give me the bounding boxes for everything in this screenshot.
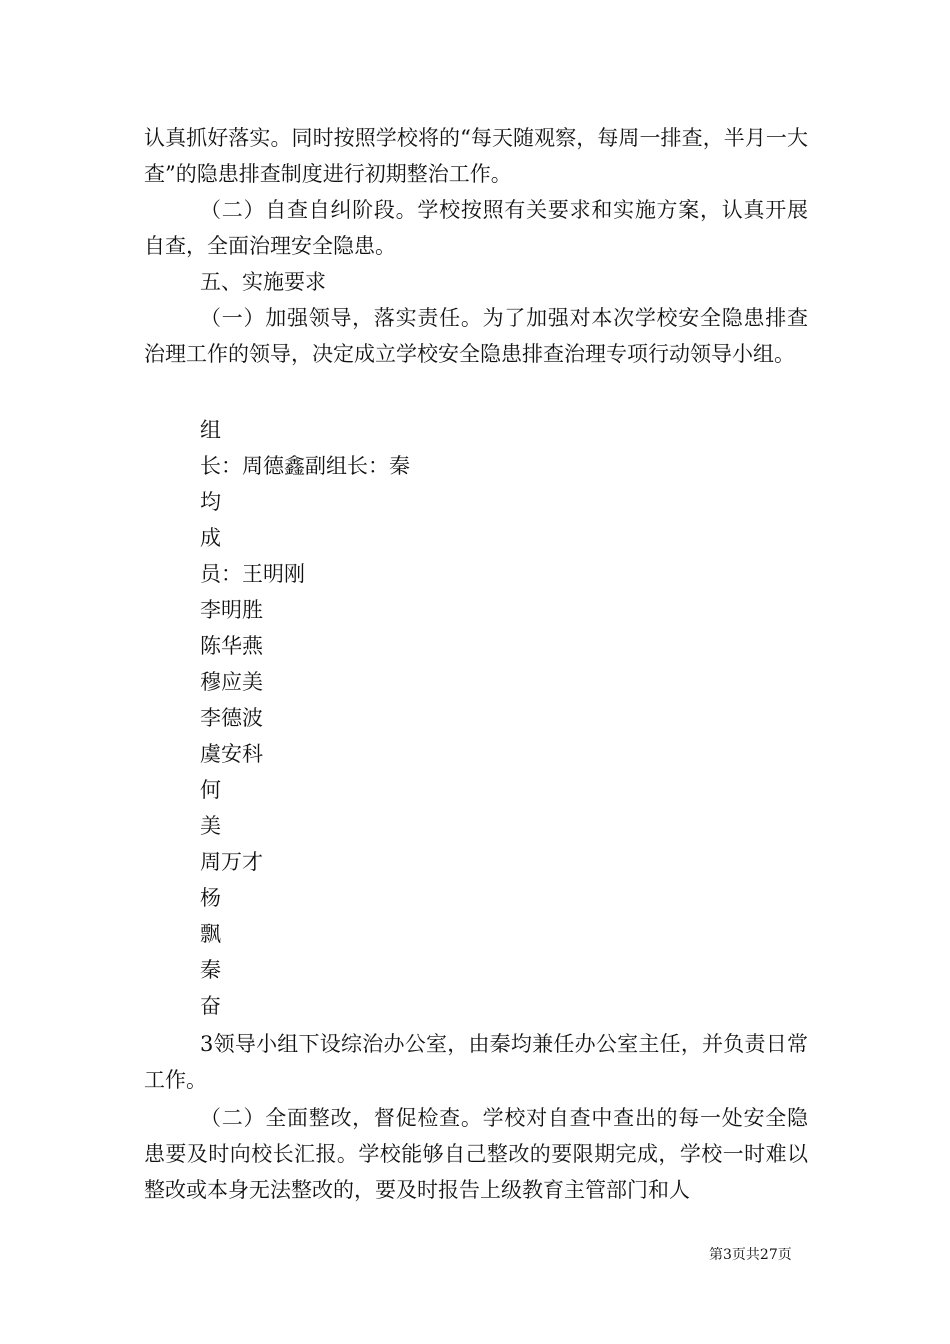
member-line-2: 长：周德鑫副组长：秦	[200, 454, 410, 478]
paragraph-3: （一）加强领导，落实责任。为了加强对本次学校安全隐患排查治理工作的领导，决定成立学校安全隐患排查治理专项行动领导小组。	[144, 306, 808, 366]
member-line-13: 周万才	[200, 850, 263, 874]
member-line-17: 奋	[200, 994, 221, 1018]
member-line-11: 何	[200, 778, 221, 802]
member-line-1: 组	[200, 418, 221, 442]
member-line-7: 陈华燕	[200, 634, 263, 658]
section-heading: 五、实施要求	[200, 270, 326, 294]
member-line-5: 员：王明刚	[200, 562, 305, 586]
paragraph-2: （二）自查自纠阶段。学校按照有关要求和实施方案，认真开展自查，全面治理安全隐患。	[144, 198, 808, 258]
member-line-3: 均	[200, 490, 221, 514]
member-line-15: 飘	[200, 922, 221, 946]
paragraph-4: 3领导小组下设综治办公室，由秦均兼任办公室主任，并负责日常工作。	[144, 1032, 808, 1092]
member-line-16: 秦	[200, 958, 221, 982]
member-line-10: 虞安科	[200, 742, 263, 766]
member-line-12: 美	[200, 814, 221, 838]
member-line-6: 李明胜	[200, 598, 263, 622]
member-line-4: 成	[200, 526, 221, 550]
paragraph-5: （二）全面整改，督促检查。学校对自查中查出的每一处安全隐患要及时向校长汇报。学校能够自己整改的要限期完成，学校一时难以整改或本身无法整改的，要及时报告上级教育主管部门和人	[144, 1106, 808, 1202]
page-number-footer: 第3页共27页	[709, 1247, 792, 1263]
member-line-14: 杨	[200, 886, 221, 910]
paragraph-1: 认真抓好落实。同时按照学校将的“每天随观察，每周一排查，半月一大查”的隐患排查制度进行初期整治工作。	[144, 126, 808, 186]
member-line-8: 穆应美	[200, 670, 263, 694]
member-line-9: 李德波	[200, 706, 263, 730]
